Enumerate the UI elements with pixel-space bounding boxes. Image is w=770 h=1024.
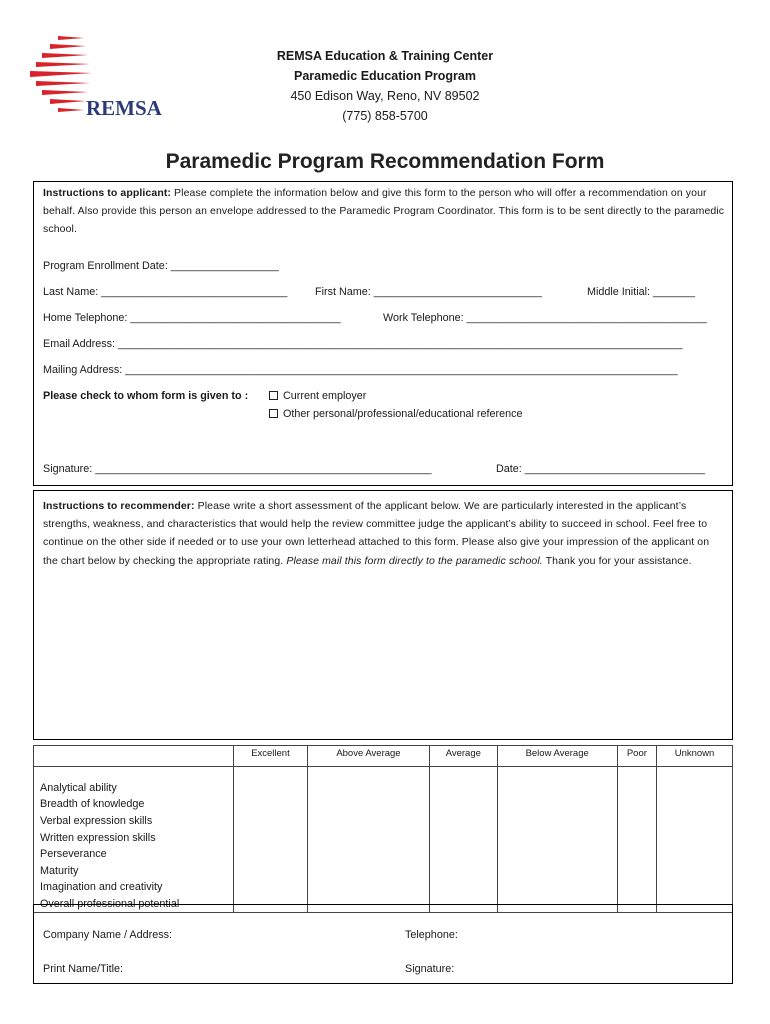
table-row (34, 796, 733, 813)
middle-initial-field[interactable]: Middle Initial: _______ (587, 286, 696, 298)
applicant-instructions (43, 184, 727, 239)
recommender-info-section (33, 904, 733, 984)
logo-text: REMSA (86, 96, 162, 120)
form-title: Paramedic Program Recommendation Form (165, 150, 605, 173)
rating-cell[interactable] (657, 796, 733, 813)
rating-cell[interactable] (234, 813, 308, 830)
rating-row-label: Verbal expression skills (34, 813, 234, 830)
rating-cell[interactable] (617, 780, 656, 797)
rating-row-label: Analytical ability (34, 780, 234, 797)
rating-row-label: Breadth of knowledge (34, 796, 234, 813)
rating-cell[interactable] (617, 846, 656, 863)
org-name: REMSA Education & Training Center (276, 49, 494, 63)
table-row (34, 829, 733, 846)
rating-cell[interactable] (657, 829, 733, 846)
rating-row-label: Overall professional potential (34, 896, 234, 913)
program-name: Paramedic Education Program (293, 69, 476, 83)
applicant-signature-field[interactable]: Signature: ________________________________________________________ (43, 463, 432, 475)
recommender-instructions-text: Please write a short assessment of the applicant below. We are particularly interested in the applicant’s strengths, weakness, and characteristics that would help the review committee judge the applicant’s ability to succeed in school. Feel free to continue on the other side if needed or to use your own letterhead attached to this form. Please also give your impression of the applicant on the chart below by checking the appropriate rating. (43, 500, 710, 567)
rating-spacer-row (34, 767, 733, 780)
rating-cell[interactable] (497, 846, 617, 863)
rating-col-poor: Poor (617, 746, 656, 767)
rating-cell[interactable] (307, 796, 429, 813)
recipient-question (43, 390, 248, 402)
table-row (34, 813, 733, 830)
rating-cell[interactable] (234, 846, 308, 863)
rating-cell[interactable] (497, 813, 617, 830)
rating-cell[interactable] (429, 862, 497, 879)
rating-cell[interactable] (617, 862, 656, 879)
recommender-thanks: Thank you for your assistance. (542, 554, 692, 567)
rating-cell[interactable] (657, 846, 733, 863)
rating-cell[interactable] (497, 879, 617, 896)
table-row (34, 780, 733, 797)
rating-cell[interactable] (657, 813, 733, 830)
rating-cell[interactable] (497, 780, 617, 797)
recommender-instructions (43, 497, 727, 570)
org-header (0, 46, 770, 126)
recommender-signature-field[interactable]: Signature: (405, 963, 455, 975)
rating-cell[interactable] (307, 813, 429, 830)
applicant-instructions-text: Please complete the information below and give this form to the person who will offer a recommendation on your behalf. Also provide this person an envelope addressed to the Paramedic Program Coordinator. This form is to be sent directly to the paramedic school. (43, 187, 725, 236)
work-telephone-field[interactable]: Work Telephone: ________________________________________ (383, 312, 707, 324)
rating-cell[interactable] (307, 780, 429, 797)
rating-cell[interactable] (429, 879, 497, 896)
rating-cell[interactable] (497, 796, 617, 813)
rating-cell[interactable] (429, 796, 497, 813)
rating-cell[interactable] (497, 862, 617, 879)
rating-cell[interactable] (657, 879, 733, 896)
org-address: 450 Edison Way, Reno, NV 89502 (290, 89, 480, 103)
first-name-field[interactable]: First Name: ____________________________ (315, 286, 542, 298)
rating-cell[interactable] (307, 879, 429, 896)
recommender-mail-note: Please mail this form directly to the paramedic school. (286, 554, 543, 567)
rating-cell[interactable] (429, 813, 497, 830)
rating-col-excellent: Excellent (234, 746, 308, 767)
print-name-title-field[interactable]: Print Name/Title: (43, 963, 123, 975)
rating-cell[interactable] (234, 862, 308, 879)
option-other-reference-label: Other personal/professional/educational reference (283, 408, 523, 420)
rating-cell[interactable] (617, 796, 656, 813)
rating-cell[interactable] (429, 846, 497, 863)
applicant-instructions-label: Instructions to applicant: (43, 187, 172, 199)
rating-cell[interactable] (657, 780, 733, 797)
rating-cell[interactable] (617, 879, 656, 896)
email-field[interactable]: Email Address: ______________________________________________________________________________________________ (43, 338, 683, 350)
recommender-instructions-label: Instructions to recommender: (43, 500, 195, 512)
option-current-employer-label: Current employer (283, 390, 367, 402)
rating-cell[interactable] (234, 829, 308, 846)
recommender-telephone-field[interactable]: Telephone: (405, 929, 458, 941)
rating-col-unknown: Unknown (657, 746, 733, 767)
rating-cell[interactable] (429, 829, 497, 846)
rating-cell[interactable] (307, 846, 429, 863)
rating-header-blank (34, 746, 234, 767)
option-other-reference[interactable] (269, 408, 522, 420)
rating-header-row (34, 746, 733, 767)
rating-cell[interactable] (307, 829, 429, 846)
company-address-field[interactable]: Company Name / Address: (43, 929, 173, 941)
rating-cell[interactable] (307, 862, 429, 879)
checkbox-current-employer[interactable] (269, 391, 278, 400)
rating-cell[interactable] (234, 780, 308, 797)
rating-cell[interactable] (234, 796, 308, 813)
rating-row-label: Written expression skills (34, 829, 234, 846)
rating-col-below-average: Below Average (497, 746, 617, 767)
rating-table (33, 745, 733, 913)
mailing-address-field[interactable]: Mailing Address: ____________________________________________________________________________________________ (43, 364, 678, 376)
rating-row-label: Perseverance (34, 846, 234, 863)
table-row (34, 862, 733, 879)
org-phone: (775) 858-5700 (342, 109, 428, 123)
home-telephone-field[interactable]: Home Telephone: ___________________________________ (43, 312, 341, 324)
rating-row-label: Imagination and creativity (34, 879, 234, 896)
table-row (34, 846, 733, 863)
enrollment-date-field[interactable]: Program Enrollment Date: __________________ (43, 260, 279, 272)
rating-col-average: Average (429, 746, 497, 767)
rating-cell[interactable] (497, 829, 617, 846)
rating-cell[interactable] (617, 813, 656, 830)
applicant-date-field[interactable]: Date: ______________________________ (496, 463, 705, 475)
rating-cell[interactable] (429, 780, 497, 797)
rating-cell[interactable] (657, 862, 733, 879)
table-row (34, 879, 733, 896)
checkbox-other-reference[interactable] (269, 409, 278, 418)
rating-cell[interactable] (234, 879, 308, 896)
option-current-employer[interactable] (269, 390, 366, 402)
last-name-field[interactable]: Last Name: _______________________________ (43, 286, 288, 298)
rating-row-label: Maturity (34, 862, 234, 879)
rating-col-above-average: Above Average (307, 746, 429, 767)
rating-cell[interactable] (617, 829, 656, 846)
recipient-question-label: Please check to whom form is given to : (43, 390, 249, 402)
